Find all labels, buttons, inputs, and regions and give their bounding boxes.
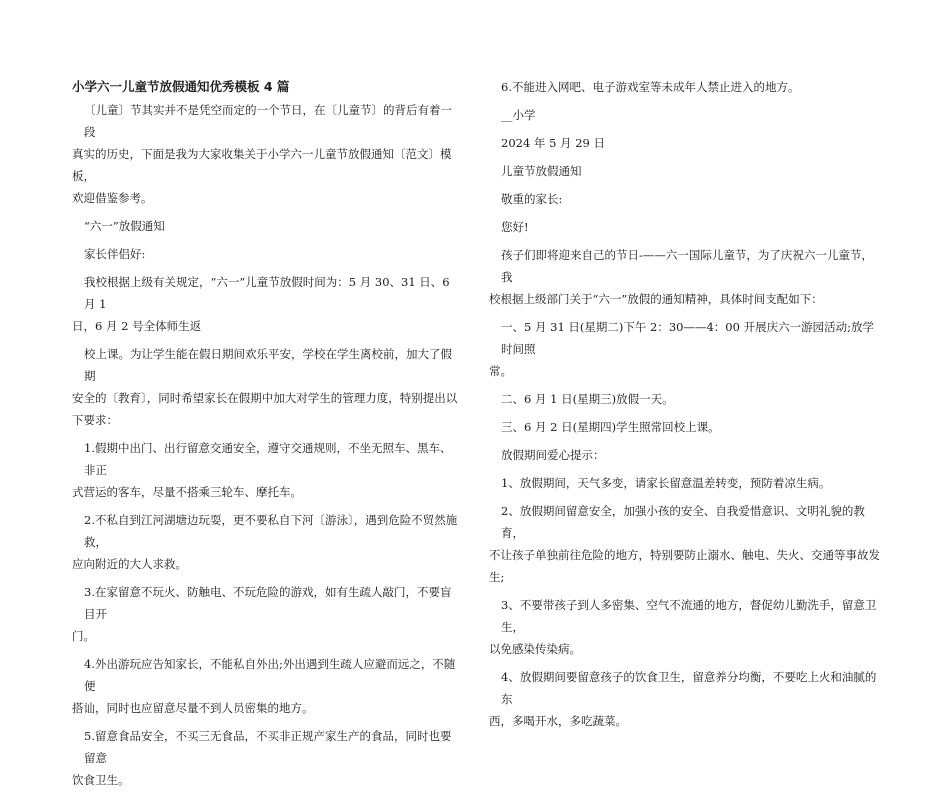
text-line: 您好! bbox=[501, 220, 529, 234]
text-line: 生; bbox=[489, 570, 505, 584]
text-line: 不让孩子单独前往危险的地方，特别要防止溺水、触电、失火、交通等事故发 bbox=[489, 548, 880, 562]
text-line: 2、放假期间留意安全，加强小孩的安全、自我爱惜意识、文明礼貌的教育， bbox=[501, 504, 865, 540]
text-line: 1.假期中出门、出行留意交通安全，遵守交通规则，不坐无照车、黑车、非正 bbox=[84, 441, 452, 477]
text-line: 饮食卫生。 bbox=[72, 773, 130, 787]
text-line: 3、不要带孩子到人多密集、空气不流通的地方，督促幼儿勤洗手，留意卫生， bbox=[501, 598, 877, 634]
document-title: 小学六一儿童节放假通知优秀模板 4 篇 bbox=[72, 79, 290, 94]
text-line: 一、5 月 31 日(星期二)下午 2：30——4：00 开展庆六一游园活动;放学时间照 bbox=[501, 320, 874, 356]
text-line: 欢迎借鉴参考。 bbox=[72, 191, 153, 205]
text-line: 我校根据上级有关规定，“六一”儿童节放假时间为：5 月 30、31 日、6 月 1 bbox=[84, 275, 450, 311]
text-line: 西，多喝开水，多吃蔬菜。 bbox=[489, 714, 627, 728]
text-line: 安全的〔教育〕，同时希望家长在假期中加大对学生的管理力度，特别提出以 bbox=[72, 391, 458, 405]
text-line: 5.留意食品安全，不买三无食品，不买非正规产家生产的食品，同时也要留意 bbox=[84, 729, 452, 765]
text-line: 式营运的客车，尽量不搭乘三轮车、摩托车。 bbox=[72, 485, 302, 499]
text-line: 常。 bbox=[489, 364, 512, 378]
text-line: “六一”放假通知 bbox=[84, 219, 165, 233]
right-body bbox=[489, 76, 883, 732]
text-line: 儿童节放假通知 bbox=[501, 164, 582, 178]
text-line: 孩子们即将迎来自己的节日-——六一国际儿童节，为了庆祝六一儿童节，我 bbox=[501, 248, 873, 284]
text-line: 3.在家留意不玩火、防触电、不玩危险的游戏，如有生疏人敲门，不要盲目开 bbox=[84, 585, 452, 621]
text-line: 以免感染传染病。 bbox=[489, 642, 581, 656]
text-line: 4、放假期间要留意孩子的饮食卫生，留意养分均衡，不要吃上火和油腻的东 bbox=[501, 670, 877, 706]
text-line: 应向附近的大人求救。 bbox=[72, 557, 187, 571]
text-line: 2.不私自到江河湖塘边玩耍，更不要私自下河〔游泳〕，遇到危险不贸然施救， bbox=[84, 513, 458, 549]
text-line: __小学 bbox=[501, 108, 536, 122]
text-line: 家长伴侣好: bbox=[84, 247, 146, 261]
right-column bbox=[489, 76, 883, 738]
text-line: 日，6 月 2 号全体师生返 bbox=[72, 319, 202, 333]
text-line: 2024 年 5 月 29 日 bbox=[501, 136, 605, 150]
text-line: 搭讪，同时也应留意尽量不到人员密集的地方。 bbox=[72, 701, 314, 715]
left-column bbox=[72, 76, 462, 797]
text-line: 下要求： bbox=[72, 413, 118, 427]
text-line: 1、放假期间，天气多变，请家长留意温差转变，预防着凉生病。 bbox=[501, 476, 831, 490]
text-line: 校根据上级部门关于“六一”放假的通知精神，具体时间支配如下： bbox=[489, 292, 823, 306]
text-line: 门。 bbox=[72, 629, 95, 643]
text-line: 三、6 月 2 日(星期四)学生照常回校上课。 bbox=[501, 420, 720, 434]
text-line: 敬重的家长: bbox=[501, 192, 563, 206]
text-line: 6.不能进入网吧、电子游戏室等未成年人禁止进入的地方。 bbox=[501, 80, 800, 94]
left-body bbox=[72, 99, 462, 791]
text-line: 4.外出游玩应告知家长，不能私自外出;外出遇到生疏人应避而远之，不随便 bbox=[84, 657, 456, 693]
text-line: 真实的历史，下面是我为大家收集关于小学六一儿童节放假通知〔范文〕模板， bbox=[72, 147, 452, 183]
text-line: 放假期间爱心提示： bbox=[501, 448, 605, 462]
text-line: 二、6 月 1 日(星期三)放假一天。 bbox=[501, 392, 674, 406]
text-line: 〔儿童〕节其实并不是凭空而定的一个节日，在〔儿童节〕的背后有着一段 bbox=[84, 103, 452, 139]
text-line: 校上课。为让学生能在假日期间欢乐平安，学校在学生离校前，加大了假期 bbox=[84, 347, 452, 383]
